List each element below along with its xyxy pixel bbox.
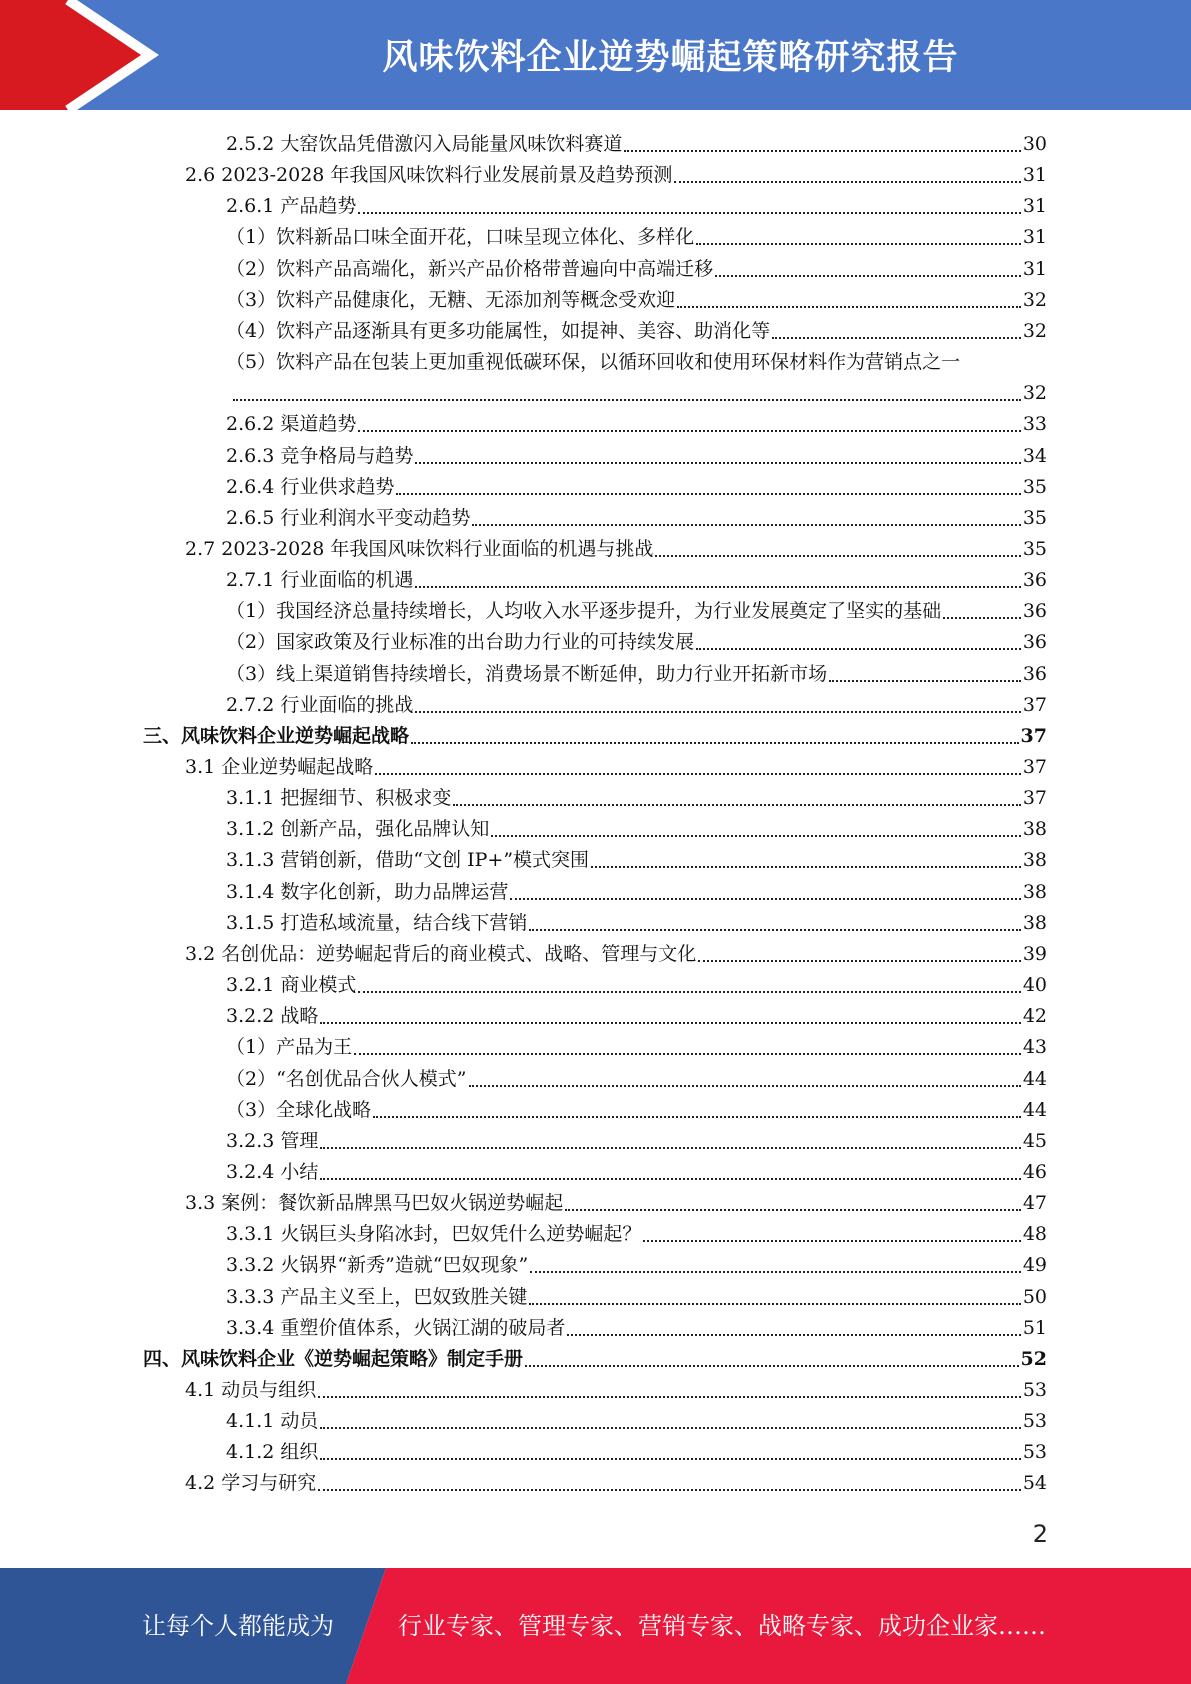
toc-entry-label: （3）全球化战略 xyxy=(226,1098,372,1121)
toc-entry[interactable] xyxy=(226,1095,1047,1126)
toc-entry[interactable] xyxy=(226,129,1047,160)
toc-entry-page: 54 xyxy=(1022,1472,1047,1495)
toc-entry[interactable] xyxy=(226,503,1047,534)
toc-entry-page: 32 xyxy=(1022,319,1047,342)
toc-dot-leader xyxy=(320,1022,1020,1024)
toc-entry-page: 52 xyxy=(1020,1347,1047,1370)
toc-entry-label: （2）国家政策及行业标准的出台助力行业的可持续发展 xyxy=(226,631,695,654)
toc-entry-label: 2.6.2 渠道趋势 xyxy=(226,413,357,436)
toc-dot-leader xyxy=(396,493,1020,495)
toc-entry-label: （2）饮料产品高端化，新兴产品价格带普遍向中高端迁移 xyxy=(226,257,714,280)
toc-dot-leader xyxy=(320,1178,1020,1180)
toc-entry[interactable] xyxy=(226,254,1047,285)
toc-dot-leader xyxy=(772,337,1021,339)
toc-entry-label: 3.1.5 打造私域流量，结合线下营销 xyxy=(226,911,528,934)
toc-dot-leader xyxy=(469,1085,1021,1087)
toc-dot-leader xyxy=(318,1489,1021,1491)
toc-dot-leader xyxy=(529,929,1020,931)
toc-entry-label: （2）“名创优品合伙人模式” xyxy=(226,1067,467,1090)
toc-entry-label: 3.2 名创优品：逆势崛起背后的商业模式、战略、管理与文化 xyxy=(185,942,697,965)
toc-entry-page: 31 xyxy=(1022,164,1047,187)
toc-entry-label: 3.3.2 火锅界“新秀”造就“巴奴现象” xyxy=(226,1254,529,1277)
toc-entry-label: 3.2.3 管理 xyxy=(226,1129,319,1152)
toc-entry-label: 3.1.3 营销创新，借助“文创 IP+”模式突围 xyxy=(226,849,590,872)
toc-entry-label: 4.1.2 组织 xyxy=(226,1441,319,1464)
toc-entry-page: 32 xyxy=(1022,382,1047,405)
toc-entry[interactable] xyxy=(185,534,1047,565)
toc-entry[interactable] xyxy=(226,908,1047,939)
toc-entry-page: 50 xyxy=(1022,1285,1047,1308)
toc-entry[interactable] xyxy=(185,1188,1047,1219)
toc-entry-page: 34 xyxy=(1022,444,1047,467)
header-band xyxy=(0,0,1191,110)
toc-entry-label: 2.6.1 产品趋势 xyxy=(226,195,357,218)
toc-dot-leader xyxy=(320,1147,1020,1149)
toc-entry[interactable] xyxy=(226,409,1047,440)
toc-entry-page: 46 xyxy=(1022,1160,1047,1183)
toc-entry[interactable] xyxy=(226,845,1047,876)
toc-dot-leader xyxy=(674,181,1020,183)
toc-entry[interactable] xyxy=(226,877,1047,908)
toc-entry-label: 2.7.1 行业面临的机遇 xyxy=(226,569,414,592)
toc-dot-leader xyxy=(677,306,1021,308)
toc-entry-page: 31 xyxy=(1022,195,1047,218)
toc-entry[interactable] xyxy=(226,1126,1047,1157)
toc-entry-label: 3.2.4 小结 xyxy=(226,1160,319,1183)
toc-entry[interactable] xyxy=(143,721,1047,752)
toc-entry[interactable] xyxy=(226,285,1047,316)
toc-dot-leader xyxy=(453,804,1020,806)
toc-entry-label: 3.1.2 创新产品，强化品牌认知 xyxy=(226,818,490,841)
toc-entry[interactable] xyxy=(226,1313,1047,1344)
toc-entry[interactable] xyxy=(226,970,1047,1001)
toc-entry-label: 3.3 案例：餐饮新品牌黑马巴奴火锅逆势崛起 xyxy=(185,1192,564,1215)
toc-entry-page: 37 xyxy=(1022,693,1047,716)
toc-entry-label: 3.2.1 商业模式 xyxy=(226,974,357,997)
toc-dot-leader xyxy=(529,1303,1020,1305)
toc-entry-page: 35 xyxy=(1022,537,1047,560)
toc-dot-leader xyxy=(643,1240,1020,1242)
toc-entry-page: 32 xyxy=(1022,288,1047,311)
toc-entry-page: 38 xyxy=(1022,818,1047,841)
toc-entry-page: 33 xyxy=(1022,413,1047,436)
toc-entry[interactable] xyxy=(226,472,1047,503)
toc-entry-page: 43 xyxy=(1022,1036,1047,1059)
toc-entry-page: 51 xyxy=(1022,1316,1047,1339)
toc-entry[interactable] xyxy=(226,1032,1047,1063)
toc-entry-page: 35 xyxy=(1022,506,1047,529)
toc-entry[interactable] xyxy=(226,1219,1047,1250)
toc-entry-page: 38 xyxy=(1022,880,1047,903)
toc-dot-leader xyxy=(624,150,1020,152)
toc-dot-leader xyxy=(829,680,1021,682)
toc-dot-leader xyxy=(525,1365,1019,1367)
toc-entry[interactable] xyxy=(226,441,1047,472)
toc-entry-page: 36 xyxy=(1022,569,1047,592)
toc-entry-page: 40 xyxy=(1022,974,1047,997)
toc-dot-leader xyxy=(530,1271,1021,1273)
toc-dot-leader xyxy=(415,586,1020,588)
toc-entry-label: （3）饮料产品健康化，无糖、无添加剂等概念受欢迎 xyxy=(226,288,676,311)
toc-entry-label: 2.7.2 行业面临的挑战 xyxy=(226,693,414,716)
toc-entry-label: 2.6 2023-2028 年我国风味饮料行业发展前景及趋势预测 xyxy=(185,164,673,187)
toc-entry-label: 4.1.1 动员 xyxy=(226,1410,319,1433)
toc-entry-label: （1）产品为王 xyxy=(226,1036,353,1059)
toc-entry-label: 3.1 企业逆势崛起战略 xyxy=(185,756,374,778)
toc-entry[interactable] xyxy=(226,690,1047,721)
footer-band xyxy=(0,1568,1191,1684)
toc-dot-leader xyxy=(567,1334,1020,1336)
toc-entry[interactable] xyxy=(226,1064,1047,1095)
toc-entry-page: 35 xyxy=(1022,475,1047,498)
toc-entry-label: 2.7 2023-2028 年我国风味饮料行业面临的机遇与挑战 xyxy=(185,537,654,560)
toc-entry[interactable] xyxy=(226,316,1047,347)
toc-entry[interactable] xyxy=(226,627,1047,658)
toc-entry-page: 47 xyxy=(1022,1192,1047,1215)
toc-entry-page: 45 xyxy=(1022,1129,1047,1152)
toc-entry-page: 49 xyxy=(1022,1254,1047,1277)
toc-entry[interactable] xyxy=(226,191,1047,222)
toc-entry-page: 53 xyxy=(1022,1379,1047,1401)
toc-entry-page: 36 xyxy=(1022,600,1047,623)
toc-dot-leader xyxy=(358,212,1020,214)
toc-entry[interactable] xyxy=(226,347,1047,378)
header-title: 风味饮料企业逆势崛起策略研究报告 xyxy=(382,38,959,78)
toc-entry[interactable] xyxy=(226,783,1047,814)
footer-roles: 行业专家、管理专家、营销专家、战略专家、成功企业家…… xyxy=(398,1612,1046,1640)
toc-entry-label: 2.6.3 竞争格局与趋势 xyxy=(226,444,414,467)
toc-dot-leader xyxy=(591,866,1021,868)
toc-dot-leader xyxy=(373,1116,1021,1118)
toc-dot-leader xyxy=(698,960,1021,962)
toc-entry-page: 31 xyxy=(1022,257,1047,280)
toc-entry[interactable] xyxy=(185,752,1047,783)
toc-entry-page: 37 xyxy=(1020,724,1047,747)
toc-entry-page: 53 xyxy=(1022,1410,1047,1433)
toc-entry-label: （1）我国经济总量持续增长，人均收入水平逐步提升，为行业发展奠定了坚实的基础 xyxy=(226,600,942,623)
toc-entry[interactable] xyxy=(185,1468,1047,1499)
toc-dot-leader xyxy=(411,742,1019,744)
toc-entry-label: 3.2.2 战略 xyxy=(226,1005,319,1028)
toc-entry-label: 3.3.1 火锅巨头身陷冰封，巴奴凭什么逆势崛起？ xyxy=(226,1223,642,1246)
toc-entry[interactable] xyxy=(226,1250,1047,1281)
toc-entry[interactable] xyxy=(226,814,1047,845)
toc-entry-label: 4.1 动员与组织 xyxy=(185,1379,317,1401)
toc-entry[interactable] xyxy=(226,1157,1047,1188)
toc-entry-label: 3.1.1 把握细节、积极求变 xyxy=(226,787,452,810)
toc-entry[interactable] xyxy=(185,1375,1047,1406)
toc-dot-leader xyxy=(320,1427,1020,1429)
toc-dot-leader xyxy=(415,462,1020,464)
toc-entry-page: 30 xyxy=(1022,133,1047,155)
toc-entry[interactable] xyxy=(226,1001,1047,1032)
toc-dot-leader xyxy=(320,1458,1020,1460)
toc-dot-leader xyxy=(715,275,1021,277)
toc-dot-leader xyxy=(358,430,1020,432)
toc-entry[interactable] xyxy=(185,160,1047,191)
toc-entry-page: 38 xyxy=(1022,849,1047,872)
toc-entry-page: 53 xyxy=(1022,1441,1047,1464)
toc-entry-label: 三、风味饮料企业逆势崛起战略 xyxy=(143,724,410,747)
toc-dot-leader xyxy=(491,835,1020,837)
toc-dot-leader xyxy=(318,1396,1021,1398)
toc-entry-label: （4）饮料产品逐渐具有更多功能属性，如提神、美容、助消化等 xyxy=(226,319,771,342)
toc-entry-label: 2.5.2 大窑饮品凭借激闪入局能量风味饮料赛道 xyxy=(226,133,623,155)
toc-dot-leader xyxy=(472,524,1020,526)
toc-entry-label: 四、风味饮料企业《逆势崛起策略》制定手册 xyxy=(143,1347,524,1370)
toc-dot-leader xyxy=(358,991,1020,993)
toc-entry[interactable] xyxy=(226,1282,1047,1313)
toc-entry-label: （3）线上渠道销售持续增长，消费场景不断延伸，助力行业开拓新市场 xyxy=(226,662,828,685)
toc-dot-leader xyxy=(415,711,1020,713)
toc-entry-label: （1）饮料新品口味全面开花，口味呈现立体化、多样化 xyxy=(226,226,695,249)
toc-entry[interactable] xyxy=(226,222,1047,253)
toc-entry-page: 31 xyxy=(1022,226,1047,249)
toc-entry-page: 38 xyxy=(1022,911,1047,934)
toc-entry-page: 39 xyxy=(1022,942,1047,965)
toc-dot-leader xyxy=(375,773,1021,775)
toc-entry[interactable] xyxy=(143,1344,1047,1375)
toc-entry[interactable] xyxy=(185,939,1047,970)
toc-entry-page: 44 xyxy=(1022,1067,1047,1090)
toc-entry[interactable] xyxy=(226,565,1047,596)
toc-entry-label: （5）饮料产品在包装上更加重视低碳环保，以循环回收和使用环保材料作为营销点之一 xyxy=(226,351,961,374)
toc-entry-page: 44 xyxy=(1022,1098,1047,1121)
toc-dot-leader xyxy=(655,555,1020,557)
toc-dot-leader xyxy=(943,617,1021,619)
toc-entry-label: 3.3.4 重塑价值体系，火锅江湖的破局者 xyxy=(226,1316,566,1339)
toc-entry-page: 42 xyxy=(1022,1005,1047,1028)
toc-dot-leader xyxy=(233,399,1021,401)
toc-dot-leader xyxy=(696,243,1021,245)
toc-entry-label: 3.3.3 产品主义至上，巴奴致胜关键 xyxy=(226,1285,528,1308)
toc-entry[interactable] xyxy=(231,378,1047,409)
toc-dot-leader xyxy=(354,1053,1021,1055)
page-number: 2 xyxy=(1032,1520,1048,1548)
toc-dot-leader xyxy=(696,648,1021,650)
toc-entry[interactable] xyxy=(226,1406,1047,1437)
red-arrow-icon xyxy=(0,0,160,110)
toc-dot-leader xyxy=(565,1209,1021,1211)
toc-entry-label: 4.2 学习与研究 xyxy=(185,1472,317,1495)
toc-entry-label: 2.6.5 行业利润水平变动趋势 xyxy=(226,506,471,529)
toc-entry-page: 36 xyxy=(1022,662,1047,685)
toc-entry-page: 48 xyxy=(1022,1223,1047,1246)
toc-entry-label: 2.6.4 行业供求趋势 xyxy=(226,475,395,498)
toc-entry-label: 3.1.4 数字化创新，助力品牌运营 xyxy=(226,880,509,903)
toc-entry[interactable] xyxy=(226,659,1047,690)
toc-entry-page: 37 xyxy=(1022,756,1047,778)
toc-entry[interactable] xyxy=(226,1437,1047,1468)
toc-entry-page: 36 xyxy=(1022,631,1047,654)
toc-dot-leader xyxy=(510,898,1020,900)
footer-slogan: 让每个人都能成为 xyxy=(142,1612,334,1640)
toc-entry-page: 37 xyxy=(1022,787,1047,810)
toc-entry[interactable] xyxy=(226,596,1047,627)
